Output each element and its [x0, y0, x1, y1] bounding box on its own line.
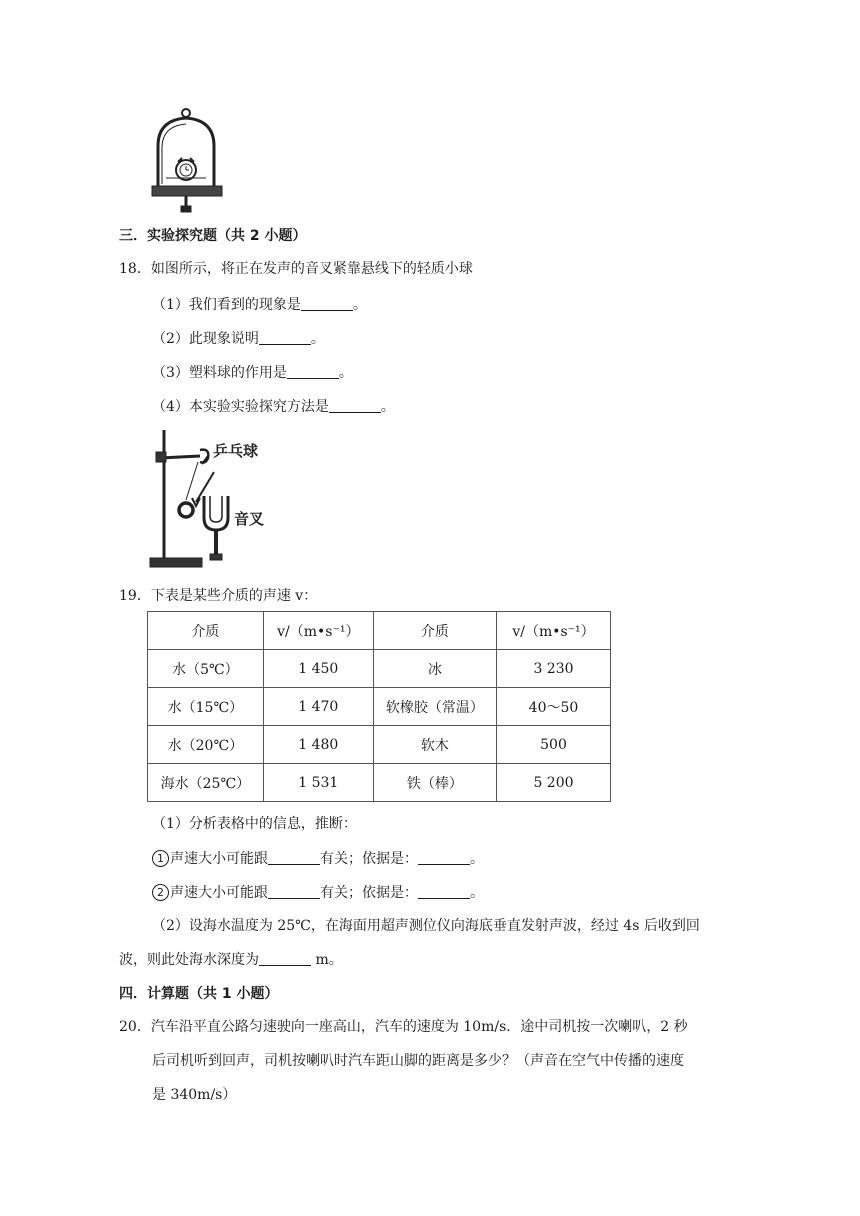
answer-blank[interactable]: [259, 331, 311, 345]
q18-sub2-end: 。: [310, 331, 325, 347]
q18-sub2: [152, 328, 325, 348]
q18-sub3-end: 。: [338, 365, 353, 381]
q18-sub3: [152, 362, 353, 382]
q19-item1-text: 声速大小可能跟: [170, 851, 268, 867]
q19-item2-end: 。: [470, 885, 484, 901]
q19-sub2-line2: [119, 949, 343, 969]
table-header-cell: v/（m•s⁻¹）: [263, 612, 373, 650]
q19-sub2-end: m。: [311, 952, 343, 968]
q18-sub1-end: 。: [352, 297, 367, 313]
table-cell: 1 470: [263, 688, 373, 726]
sound-speed-table: [147, 611, 611, 802]
q20-line1: 20．汽车沿平直公路匀速驶向一座高山，汽车的速度为 10m/s．途中司机按一次喇叭，2 秒: [119, 1019, 688, 1035]
section-count: 1: [221, 986, 232, 1002]
section-title-pre: 四．计算题（共: [119, 986, 222, 1002]
table-cell: 软木: [373, 726, 496, 764]
table-cell: 40～50: [496, 688, 610, 726]
q19-item2: [152, 882, 484, 902]
q18-sub1-text: （1）我们看到的现象是: [152, 297, 301, 313]
section-4-heading: [119, 983, 279, 1003]
answer-blank[interactable]: [268, 885, 320, 899]
table-cell: 1 450: [263, 650, 373, 688]
section-title-pre: 三．实验探究题（共: [119, 228, 250, 244]
label-ping-pong-ball: 乒乓球: [213, 442, 259, 460]
table-row: [148, 764, 611, 802]
table-cell: 5 200: [496, 764, 610, 802]
q20-line2: 后司机听到回声，司机按喇叭时汽车距山脚的距离是多少？（声音在空气中传播的速度: [152, 1053, 684, 1069]
table-cell: 3 230: [496, 650, 610, 688]
circled-number: 2: [152, 884, 169, 901]
section-3-heading: [119, 225, 307, 245]
q19-item1: [152, 848, 484, 868]
answer-blank[interactable]: [301, 297, 353, 311]
table-cell: 水（5℃）: [148, 650, 264, 688]
table-row: [148, 650, 611, 688]
section-title-post: 小题）: [259, 228, 307, 244]
table-header-cell: v/（m•s⁻¹）: [496, 612, 610, 650]
section-title-post: 小题）: [231, 986, 279, 1002]
table-cell: 铁（棒）: [373, 764, 496, 802]
label-tuning-fork: 音叉: [234, 510, 265, 528]
table-row: [148, 726, 611, 764]
q19-item1-end: 。: [470, 851, 484, 867]
tuning-fork-figure: [146, 426, 276, 572]
section-count: 2: [249, 228, 260, 244]
table-cell: 1 480: [263, 726, 373, 764]
answer-blank[interactable]: [329, 399, 381, 413]
q19-sub1: （1）分析表格中的信息，推断：: [152, 816, 357, 832]
table-cell: 500: [496, 726, 610, 764]
answer-blank[interactable]: [418, 851, 470, 865]
q18-sub4-text: （4）本实验实验探究方法是: [152, 399, 329, 415]
table-row: [148, 688, 611, 726]
table-header-row: [148, 612, 611, 650]
q18-sub4: [152, 396, 395, 416]
q18-sub2-text: （2）此现象说明: [152, 331, 259, 347]
table-cell: 冰: [373, 650, 496, 688]
table-cell: 软橡胶（常温）: [373, 688, 496, 726]
answer-blank[interactable]: [268, 851, 320, 865]
table-cell: 海水（25℃）: [148, 764, 264, 802]
q19-item2-mid: 有关；依据是：: [320, 885, 418, 901]
q20-line3: 是 340m/s）: [152, 1087, 237, 1103]
q19-sub2-text: 波，则此处海水深度为: [119, 952, 259, 968]
q19-sub2-line1: （2）设海水温度为 25℃，在海面用超声测位仪向海底垂直发射声波，经过 4s 后收到回: [152, 918, 700, 934]
q18-sub1: [152, 294, 367, 314]
answer-blank[interactable]: [418, 885, 470, 899]
q18-sub4-end: 。: [380, 399, 395, 415]
table-header-cell: 介质: [148, 612, 264, 650]
q18-stem: 18．如图所示，将正在发声的音叉紧靠悬线下的轻质小球: [119, 261, 473, 277]
table-cell: 水（20℃）: [148, 726, 264, 764]
circled-number: 1: [152, 850, 169, 867]
answer-blank[interactable]: [287, 365, 339, 379]
q19-stem: 19．下表是某些介质的声速 v：: [119, 588, 318, 604]
q18-sub3-text: （3）塑料球的作用是: [152, 365, 287, 381]
q19-item2-text: 声速大小可能跟: [170, 885, 268, 901]
table-cell: 水（15℃）: [148, 688, 264, 726]
bell-jar-icon: [152, 109, 222, 212]
table-header-cell: 介质: [373, 612, 496, 650]
bell-jar-figure: [148, 106, 226, 216]
table-cell: 1 531: [263, 764, 373, 802]
q19-item1-mid: 有关；依据是：: [320, 851, 418, 867]
answer-blank[interactable]: [259, 952, 311, 966]
